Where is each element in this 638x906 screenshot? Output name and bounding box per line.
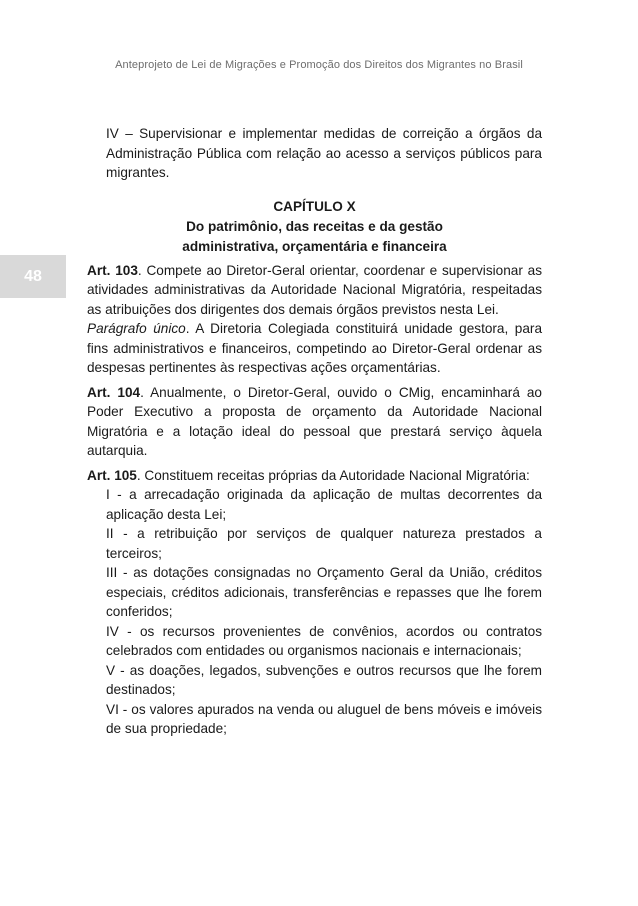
article-105-text: . Constituem receitas próprias da Autoridade Nacional Migratória: (136, 467, 530, 483)
chapter-title-line2: administrativa, orçamentária e financeira (182, 238, 447, 254)
running-header: Anteprojeto de Lei de Migrações e Promoção dos Direitos dos Migrantes no Brasil (115, 59, 523, 71)
article-105-item: I - a arrecadação originada da aplicação de multas decorrentes da aplicação desta Lei; (106, 487, 542, 522)
article-103-text: . Compete ao Diretor-Geral orientar, coordenar e supervisionar as atividades administrativas da Autoridade Nacional Migratória, respeitadas as atribuições dos dirigentes dos demais órgãos previstos nesta Lei. (87, 262, 543, 317)
article-105-item: II - a retribuição por serviços de qualquer natureza prestados a terceiros; (106, 526, 542, 561)
article-104-text: . Anualmente, o Diretor-Geral, ouvido o CMig, encaminhará ao Poder Executivo a proposta de orçamento da Autoridade Nacional Migratória e a lotação ideal do pessoal que prestará serviço àquela autarquia. (87, 384, 542, 458)
intro-item: IV – Supervisionar e implementar medidas de correição a órgãos da Administração Pública com relação ao acesso a serviços públicos para migrantes. (106, 126, 542, 180)
chapter-title-line1: Do patrimônio, das receitas e da gestão (186, 218, 443, 234)
article-105-label: Art. 105 (87, 467, 137, 483)
chapter-label: CAPÍTULO X (273, 198, 356, 214)
article-105 (87, 466, 542, 486)
document-body (87, 124, 542, 739)
article-103-label: Art. 103 (87, 262, 138, 278)
paragraph-unico-label: Parágrafo único (87, 321, 186, 336)
article-104 (87, 383, 542, 461)
article-105-item: VI - os valores apurados na venda ou aluguel de bens móveis e imóveis de sua propriedade; (106, 701, 542, 736)
article-105-item: IV - os recursos provenientes de convênios, acordos ou contratos celebrados com entidades ou organismos nacionais e internacionais; (106, 623, 542, 658)
article-104-label: Art. 104 (87, 384, 141, 400)
article-105-item: III - as dotações consignadas no Orçamento Geral da União, créditos especiais, créditos adicionais, transferências e repasses que lhe forem conferidos; (106, 565, 542, 619)
article-103 (87, 261, 542, 320)
page-number-tab (0, 255, 66, 298)
chapter-heading (87, 197, 542, 257)
paragraph-unico-text: . A Diretoria Colegiada constituirá unidade gestora, para fins administrativos e financeiros, competindo ao Diretor-Geral ordenar as despesas pertinentes às respectivas ações orçamentárias. (87, 321, 542, 375)
article-103-paragraph (87, 319, 542, 378)
article-105-item: V - as doações, legados, subvenções e outros recursos que lhe forem destinados; (106, 662, 542, 697)
page-number: 48 (24, 267, 42, 285)
